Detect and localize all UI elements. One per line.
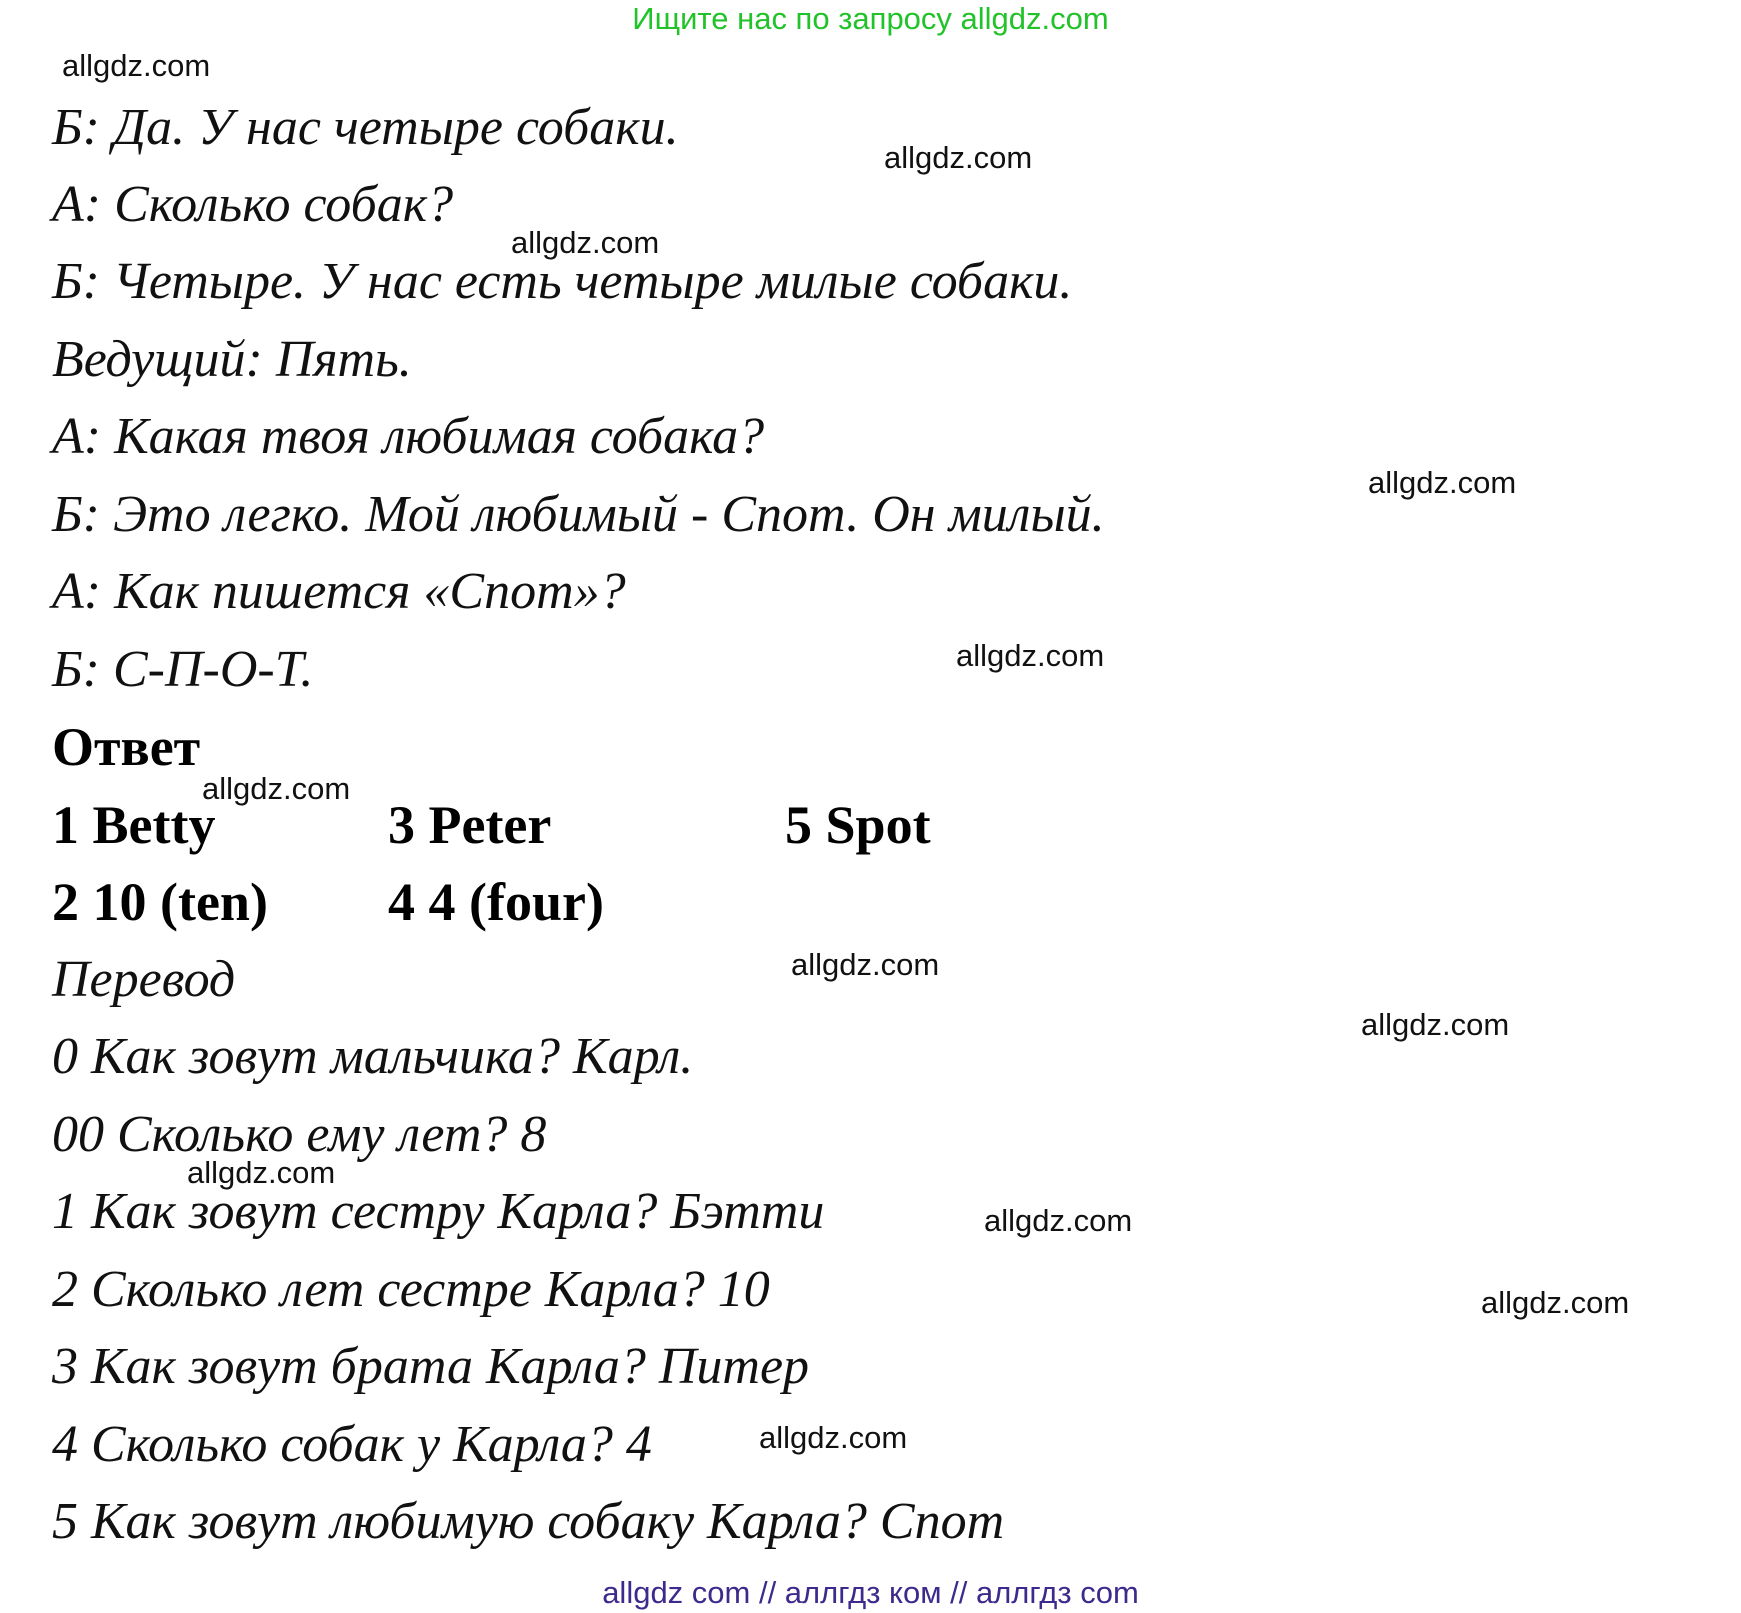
answer-item: 5 Spot: [785, 795, 931, 855]
watermark-text: allgdz.com: [187, 1155, 336, 1190]
watermark-text: allgdz.com: [511, 225, 660, 260]
translation-heading: Перевод: [52, 951, 236, 1008]
translation-line: 0 Как зовут мальчика? Карл.: [52, 1028, 694, 1085]
watermark-text: allgdz.com: [1481, 1285, 1630, 1320]
answer-item: 4 4 (four): [388, 872, 604, 932]
dialogue-line: Б: Это легко. Мой любимый - Спот. Он милый.: [52, 486, 1105, 543]
translation-line: 2 Сколько лет сестре Карла? 10: [52, 1261, 770, 1318]
watermark-text: allgdz.com: [1368, 465, 1517, 500]
dialogue-line: А: Как пишется «Спот»?: [52, 563, 626, 620]
watermark-text: allgdz.com: [759, 1420, 908, 1455]
dialogue-line: А: Сколько собак?: [52, 176, 454, 233]
watermark-text: allgdz.com: [202, 771, 351, 806]
watermark-text: allgdz.com: [62, 48, 211, 83]
translation-line: 4 Сколько собак у Карла? 4: [52, 1416, 652, 1473]
footer-links: allgdz com // аллгдз ком // аллгдз com: [602, 1575, 1139, 1610]
watermark-text: allgdz.com: [1361, 1007, 1510, 1042]
watermark-text: allgdz.com: [956, 638, 1105, 673]
translation-line: 1 Как зовут сестру Карла? Бэтти: [52, 1183, 825, 1240]
dialogue-line: Б: Да. У нас четыре собаки.: [52, 99, 679, 156]
watermark-text: allgdz.com: [884, 140, 1033, 175]
dialogue-line: Б: С-П-О-Т.: [52, 641, 314, 698]
answer-item: 1 Betty: [52, 795, 216, 855]
translation-line: 5 Как зовут любимую собаку Карла? Спот: [52, 1493, 1005, 1550]
watermark-text: allgdz.com: [791, 947, 940, 982]
dialogue-line: Б: Четыре. У нас есть четыре милые собаки.: [52, 253, 1073, 310]
translation-line: 00 Сколько ему лет? 8: [52, 1106, 547, 1163]
dialogue-line: Ведущий: Пять.: [52, 331, 412, 388]
dialogue-line: А: Какая твоя любимая собака?: [52, 408, 765, 465]
translation-line: 3 Как зовут брата Карла? Питер: [52, 1338, 810, 1395]
answer-item: 3 Peter: [388, 795, 552, 855]
top-banner: Ищите нас по запросу allgdz.com: [632, 1, 1109, 36]
answer-item: 2 10 (ten): [52, 872, 268, 932]
answer-heading: Ответ: [52, 717, 201, 777]
watermark-text: allgdz.com: [984, 1203, 1133, 1238]
